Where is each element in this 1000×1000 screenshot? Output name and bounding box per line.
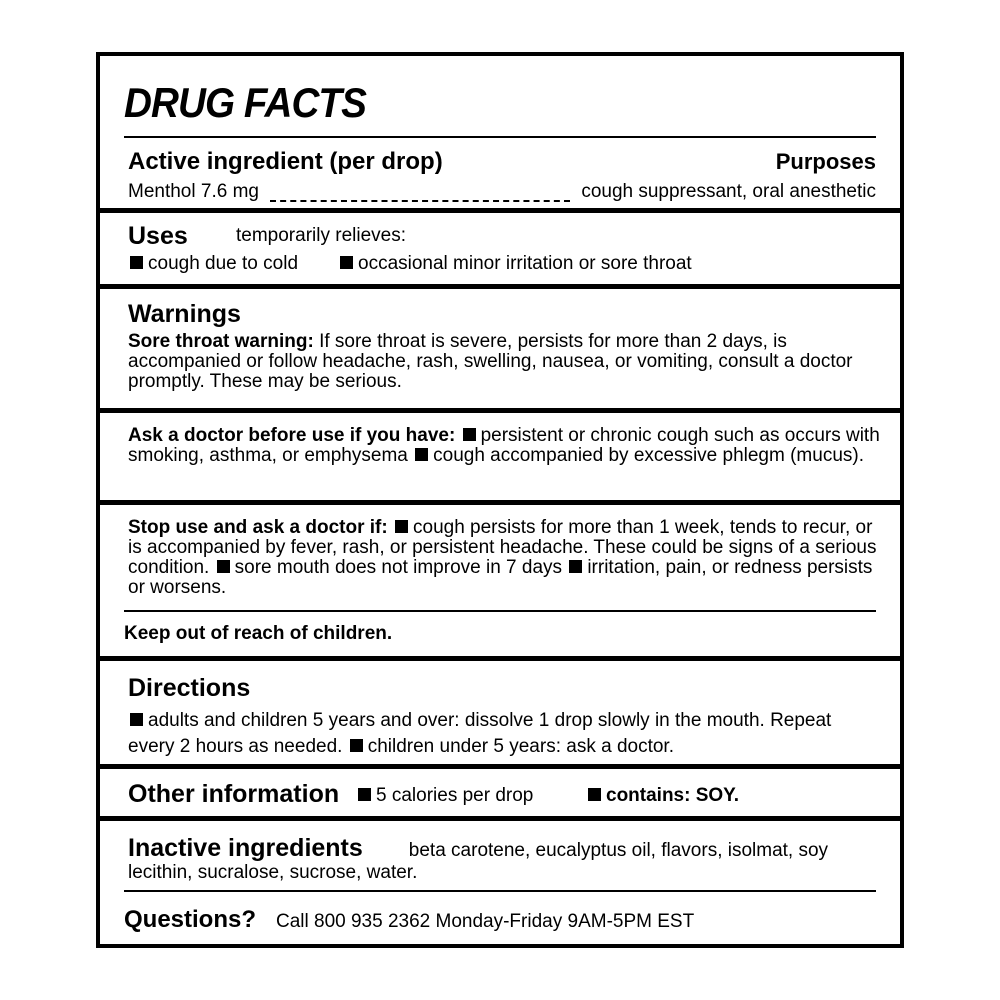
stop-use-label: Stop use and ask a doctor if: [128, 517, 388, 538]
other-information-heading: Other information [128, 780, 340, 808]
active-ingredient-heading: Active ingredient (per drop) [128, 148, 443, 175]
directions-heading: Directions [128, 674, 251, 702]
section-divider [100, 500, 900, 505]
section-divider [100, 284, 900, 289]
uses-heading: Uses [128, 222, 188, 250]
uses-intro: temporarily relieves: [236, 225, 406, 246]
stop-use-warning: Stop use and ask a doctor if: cough persists for more than 1 week, tends to recur, or is accompanied by fever, rash, or persistent headache. These could be signs of a serious condition. sore mouth does not improve in 7 days irritation, pain, or redness persists or worsens. [128, 517, 877, 598]
bullet-square-icon [463, 428, 476, 441]
sore-throat-label: Sore throat warning: [128, 331, 314, 352]
directions-text: adults and children 5 years and over: dissolve 1 drop slowly in the mouth. Repeat every 2 hours as needed. children under 5 years: ask a doctor. [128, 710, 832, 757]
keep-out-of-reach: Keep out of reach of children. [124, 623, 393, 644]
bullet-square-icon [395, 520, 408, 533]
bullet-square-icon [358, 788, 371, 801]
questions-phone: Call 800 935 2362 Monday-Friday 9AM-5PM EST [276, 911, 695, 932]
bullet-square-icon [217, 560, 230, 573]
questions-heading: Questions? [124, 906, 257, 933]
section-divider [100, 816, 900, 821]
section-divider [100, 408, 900, 413]
section-divider [100, 764, 900, 769]
section-divider [100, 208, 900, 213]
bullet-square-icon [130, 256, 143, 269]
keep-out-rule [124, 610, 876, 612]
title-rule [124, 136, 876, 138]
inactive-ingredients: Inactive ingredients beta carotene, eucalyptus oil, flavors, isolmat, soy lecithin, sucralose, sucrose, water. [128, 834, 829, 883]
questions-rule [124, 890, 876, 892]
warnings-heading: Warnings [128, 300, 241, 328]
other-item: contains: SOY. [586, 786, 739, 806]
drug-facts-title: DRUG FACTS [124, 79, 366, 126]
bullet-square-icon [588, 788, 601, 801]
leader-dots [270, 200, 570, 202]
purpose-value: cough suppressant, oral anesthetic [581, 181, 876, 202]
section-divider [100, 656, 900, 661]
inactive-ingredients-heading: Inactive ingredients [128, 834, 363, 862]
ask-doctor-label: Ask a doctor before use if you have: [128, 425, 456, 446]
purposes-heading: Purposes [775, 149, 876, 174]
use-item: cough due to cold [128, 254, 298, 274]
bullet-square-icon [415, 448, 428, 461]
ask-doctor-warning: Ask a doctor before use if you have: persistent or chronic cough such as occurs with smoking, asthma, or emphysema cough accompanied by excessive phlegm (mucus). [128, 425, 880, 466]
bullet-square-icon [130, 713, 143, 726]
active-ingredient-value: Menthol 7.6 mg [128, 181, 259, 202]
bullet-square-icon [569, 560, 582, 573]
use-item: occasional minor irritation or sore throat [338, 254, 692, 274]
bullet-square-icon [350, 739, 363, 752]
sore-throat-warning: Sore throat warning: If sore throat is severe, persists for more than 2 days, is accompanied or follow headache, rash, swelling, nausea, or vomiting, consult a doctor promptly. These may be serious. [128, 331, 853, 392]
bullet-square-icon [340, 256, 353, 269]
drug-facts-panel [96, 52, 904, 948]
other-item: 5 calories per drop [356, 786, 533, 806]
